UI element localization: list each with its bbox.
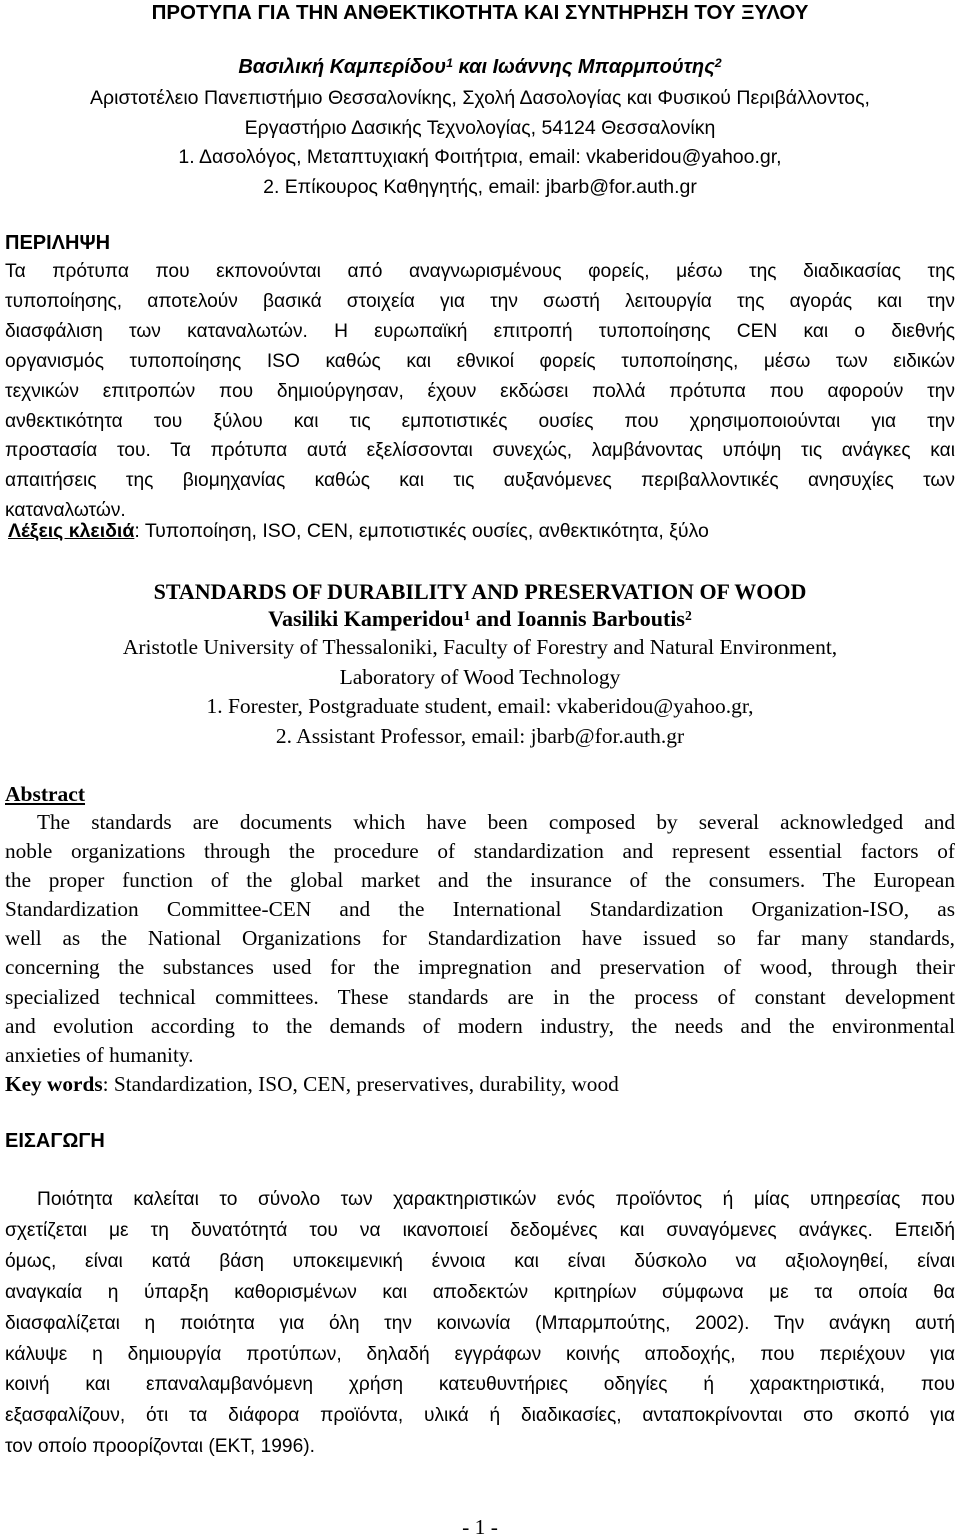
greek-abstract-body [5, 257, 955, 526]
intro-heading: ΕΙΣΑΓΩΓΗ [5, 1130, 105, 1152]
english-affiliation-line: 2. Assistant Professor, email: jbarb@for.auth.gr [275, 723, 685, 748]
intro-body [5, 1185, 955, 1463]
english-keywords-text: : Standardization, ISO, CEN, preservatives, durability, wood [102, 1072, 619, 1096]
intro-line: κοινή και επαναλαμβανόμενη χρήση κατευθυντήριες οδηγίες ή χαρακτηριστικά, που [5, 1374, 955, 1396]
english-keywords [5, 1070, 955, 1098]
english-abstract-heading: Abstract [5, 782, 86, 806]
intro-line: κάλυψε η δημιουργία προτύπων, δηλαδή εγγράφων κοινής αποδοχής, που περιέχουν για [5, 1343, 955, 1365]
english-abstract-body [5, 808, 955, 1070]
english-abstract-line: noble organizations through the procedure of standardization and represent essential factors of [5, 839, 955, 864]
english-abstract-line [5, 808, 955, 837]
intro-line: τον οποίο προορίζονται (ΕΚΤ, 1996). [5, 1436, 315, 1458]
english-author-2-sup: 2 [685, 607, 692, 623]
greek-authors-and: και [452, 56, 493, 78]
intro-line: όμως, είναι κατά βάση υποκειμενική έννοια και είναι δύσκολο να αξιολογηθεί, είναι [5, 1250, 955, 1272]
greek-affiliation-line: 1. Δασολόγος, Μεταπτυχιακή Φοιτήτρια, email: vkaberidou@yahoo.gr, [178, 146, 782, 168]
english-abstract-line-text: The standards are documents which have been composed by several acknowledged and [37, 810, 955, 834]
greek-authors [5, 54, 955, 80]
english-affiliation-line: Aristotle University of Thessaloniki, Faculty of Forestry and Natural Environment, [122, 635, 838, 659]
greek-abstract-line: καταναλωτών. [5, 500, 126, 522]
intro-line [5, 1185, 955, 1216]
greek-affiliation [5, 84, 955, 202]
greek-author-2-sup: 2 [714, 56, 722, 71]
greek-abstract-line: τυποποίησης, αποτελούν βασικά στοιχεία για την σωστή λειτουργία της αγοράς και την [5, 290, 955, 312]
intro-line: διασφαλίζεται η ποιότητα για όλη την κοινωνία (Μπαρμπούτης, 2002). Την ανάγκη αυτή [5, 1312, 955, 1334]
greek-abstract-line: προστασία του. Τα πρότυπα αυτά εξελίσσονται συνεχώς, λαμβάνοντας υπόψη τις ανάγκες και [5, 440, 955, 462]
english-affiliation-line: 1. Forester, Postgraduate student, email: vkaberidou@yahoo.gr, [206, 694, 754, 718]
english-abstract-line: the proper function of the global market and the insurance of the consumers. The European [5, 868, 955, 893]
greek-affiliation-line: Εργαστήριο Δασικής Τεχνολογίας, 54124 Θεσσαλονίκη [244, 116, 716, 139]
greek-abstract-line: Τα πρότυπα που εκπονούνται από αναγνωρισμένους φορείς, μέσω της διαδικασίας της [5, 261, 955, 282]
english-authors [5, 605, 955, 633]
greek-keywords-label: Λέξεις κλειδιά [8, 520, 135, 542]
english-keywords-label: Key words [5, 1072, 103, 1096]
greek-title: ΠΡΟΤΥΠΑ ΓΙΑ ΤΗΝ ΑΝΘΕΚΤΙΚΟΤΗΤΑ ΚΑΙ ΣΥΝΤΗΡΗΣΗ ΤΟΥ ΞΥΛΟΥ [151, 1, 809, 24]
greek-affiliation-line: Αριστοτέλειο Πανεπιστήμιο Θεσσαλονίκης, Σχολή Δασολογίας και Φυσικού Περιβάλλοντος, [90, 87, 870, 109]
greek-author-2: Ιωάννης Μπαρμπούτης [492, 56, 715, 78]
greek-keywords [8, 517, 958, 545]
english-affiliation-line: Laboratory of Wood Technology [339, 664, 621, 689]
greek-abstract-line: ανθεκτικότητα του ξύλου και τις εμποτιστικές ουσίες που χρησιμοποιούνται για την [5, 410, 955, 432]
greek-abstract-line: τεχνικών επιτροπών που δημιούργησαν, έχουν εκδώσει πολλά πρότυπα που αφορούν την [5, 380, 955, 402]
greek-author-1: Βασιλική Καμπερίδου [238, 56, 447, 78]
page-number: - 1 - [462, 1515, 498, 1539]
greek-abstract-heading: ΠΕΡΙΛΗΨΗ [5, 232, 111, 254]
intro-line: αναγκαία η ύπαρξη καθορισμένων και αποδεκτών κριτηρίων σύμφωνα με τα οποία θα [5, 1281, 955, 1303]
greek-affiliation-line: 2. Επίκουρος Καθηγητής, email: jbarb@for.auth.gr [263, 175, 697, 198]
greek-abstract-line: διασφάλιση των καταναλωτών. Η ευρωπαϊκή επιτροπή τυποποίησης CEN και ο διεθνής [5, 320, 955, 342]
english-abstract-line: Standardization Committee-CEN and the International Standardization Organization-ISO, as [5, 897, 955, 922]
english-author-1: Vasiliki Kamperidou [268, 606, 464, 631]
english-abstract-line: well as the National Organizations for Standardization have issued so far many standards, [5, 926, 955, 951]
greek-keywords-text: Τυποποίηση, ISO, CEN, εμποτιστικές ουσίες, ανθεκτικότητα, ξύλο [139, 520, 709, 542]
english-abstract-line: anxieties of humanity. [5, 1042, 194, 1067]
greek-abstract-line: οργανισμός τυποποίησης ISO καθώς και εθνικοί φορείς τυποποίησης, μέσω των ειδικών [5, 350, 955, 372]
greek-abstract-line: απαιτήσεις της βιομηχανίας καθώς και τις αυξανόμενες περιβαλλοντικές ανησυχίες των [5, 470, 955, 492]
english-author-1-sup: 1 [463, 607, 471, 623]
english-authors-and: and [470, 606, 517, 631]
greek-author-1-sup: 1 [446, 56, 453, 71]
greek-keywords-colon: : [134, 520, 140, 542]
intro-line: εξασφαλίζουν, ότι τα διάφορα προϊόντα, υλικά ή διαδικασίες, ανταποκρίνονται στο σκοπό για [5, 1405, 955, 1427]
intro-line-text: Ποιότητα καλείται το σύνολο των χαρακτηριστικών ενός προϊόντος ή μίας υπηρεσίας που [37, 1189, 955, 1210]
english-abstract-line: specialized technical committees. These standards are in the process of constant development [5, 984, 955, 1009]
english-abstract-line: and evolution according to the demands of modern industry, the needs and the environmental [5, 1013, 955, 1038]
english-affiliation [5, 633, 955, 751]
english-title: STANDARDS OF DURABILITY AND PRESERVATION OF WOOD [153, 579, 807, 604]
intro-line: σχετίζεται με τη δυνατότητά του να ικανοποιεί δεδομένες και συναγόμενες ανάγκες. Επειδή [5, 1219, 955, 1241]
english-abstract-line: concerning the substances used for the impregnation and preservation of wood, through their [5, 955, 955, 980]
english-author-2: Ioannis Barboutis [516, 606, 685, 631]
